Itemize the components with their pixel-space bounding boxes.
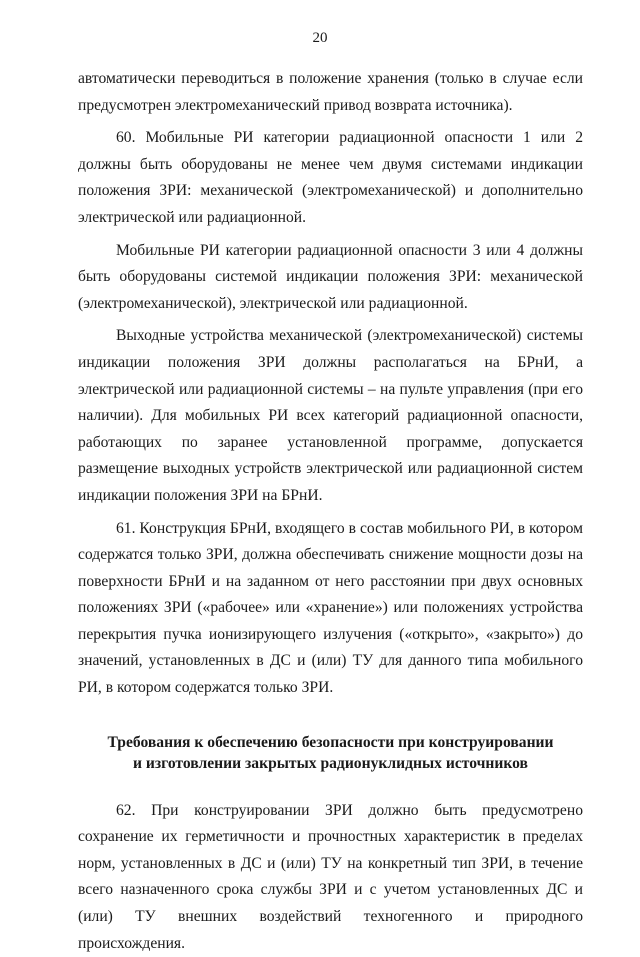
paragraph-60: 60. Мобильные РИ категории радиационной опасности 1 или 2 должны быть оборудованы не менее чем двумя системами индикации положения ЗРИ: механической (электромеханической) и дополнительно электрической или радиационной. (78, 129, 583, 226)
section-heading (78, 732, 583, 774)
paragraph-continuation: автоматически переводиться в положение хранения (только в случае если предусмотрен электромеханический привод возврата источника). (78, 70, 583, 114)
section-heading-line-2: и изготовлении закрытых радионуклидных источников (133, 754, 528, 772)
paragraph-62: 62. При конструировании ЗРИ должно быть предусмотрено сохранение их герметичности и прочностных характеристик в пределах норм, установленных в ДС и (или) ТУ на конкретный тип ЗРИ, в течение всего назначенного срока службы ЗРИ и с учетом установленных ДС и (или) ТУ внешних воздействий техногенного и природного происхождения. (78, 801, 583, 952)
section-heading-line-1: Требования к обеспечению безопасности при конструировании (107, 733, 554, 751)
page-number: 20 (312, 30, 328, 46)
paragraph-61: 61. Конструкция БРнИ, входящего в состав мобильного РИ, в котором содержатся только ЗРИ, должна обеспечивать снижение мощности дозы на поверхности БРнИ и на заданном от него расстоянии при двух основных положениях ЗРИ («рабочее» или «хранение») или положениях устройства перекрытия пучка ионизирующего излучения («открыто», «закрыто») до значений, установленных в ДС и (или) ТУ для данного типа мобильного РИ, в котором содержатся только ЗРИ. (78, 519, 583, 697)
page-content (78, 66, 583, 957)
paragraph-60-output-devices: Выходные устройства механической (электромеханической) системы индикации положения ЗРИ должны располагаться на БРнИ, а электрической или радиационной системы – на пульте управления (при его наличии). Для мобильных РИ всех категорий радиационной опасности, работающих по заранее установленной программе, допускается размещение выходных устройств электрической или радиационной систем индикации положения ЗРИ на БРнИ. (78, 327, 583, 504)
paragraph-60-mobile-3-4: Мобильные РИ категории радиационной опасности 3 или 4 должны быть оборудованы системой индикации положения ЗРИ: механической (электромеханической), электрической или радиационной. (78, 241, 583, 312)
